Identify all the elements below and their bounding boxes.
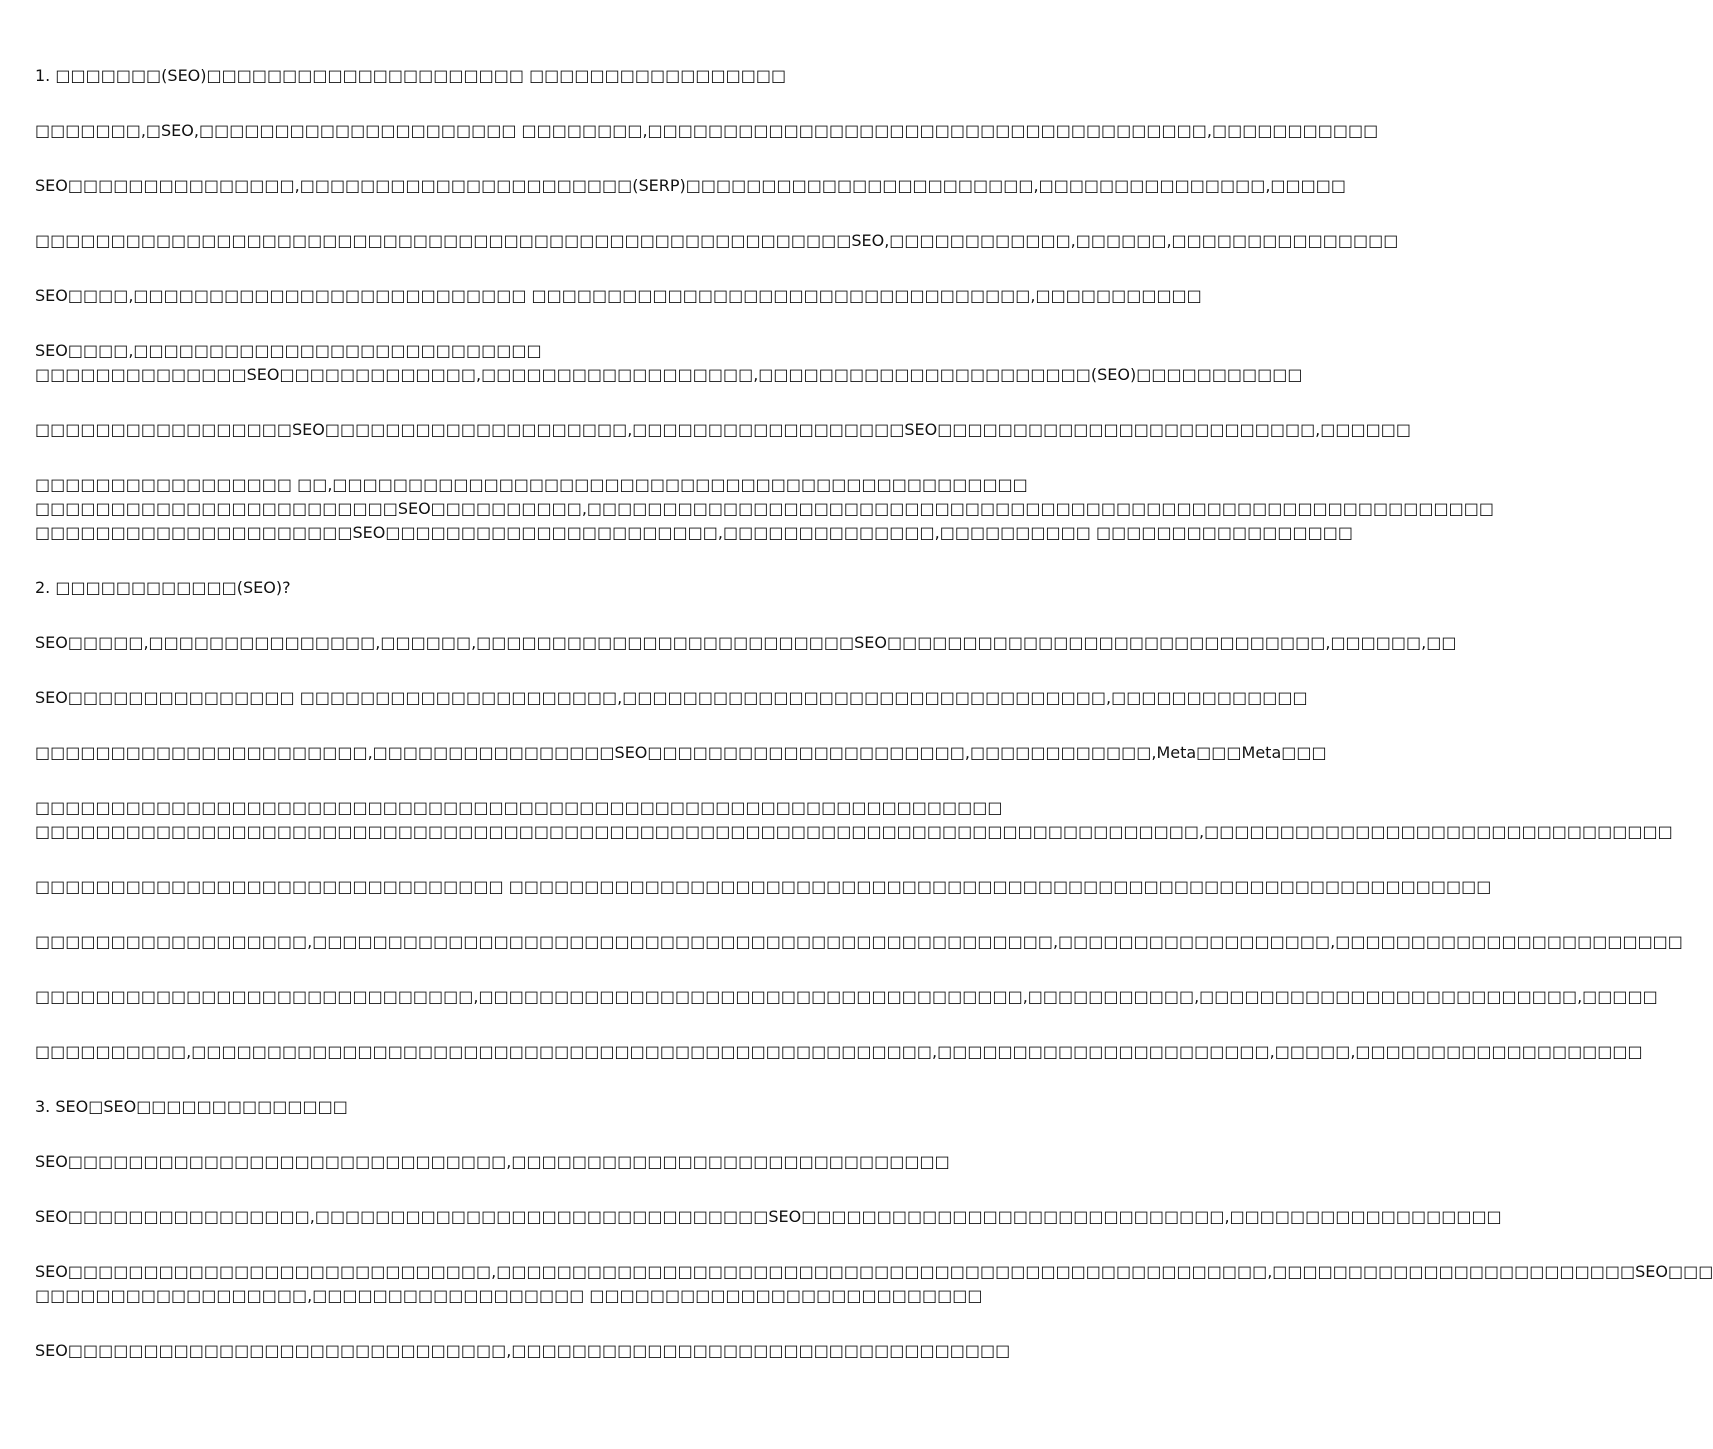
paragraph (35, 576, 989, 600)
paragraph (35, 1205, 1502, 1229)
text-line: 1. □□□□□□□(SEO)□□□□□□□□□□□□□□□□□□□□□ □□□□□□□□□□□□□□□□□ (35, 66, 787, 85)
paragraph (35, 473, 1494, 545)
text-line: SEO□□□□,□□□□□□□□□□□□□□□□□□□□□□□□□□ □□□□□□□□□□□□□□□□□□□□□□□□□□□□□□□□□,□□□□□□□□□□□ (35, 286, 1202, 305)
text-line: SEO□□□□□□□□□□□□□□□ □□□□□□□□□□□□□□□□□□□□□,□□□□□□□□□□□□□□□□□□□□□□□□□□□□□□□□,□□□□□□□□□□□□□ (35, 688, 1308, 707)
paragraph (35, 741, 1327, 765)
paragraph (35, 1040, 1643, 1064)
paragraph-spacer (35, 1229, 989, 1260)
text-line: □□□□□□□□□□□□□□□□□□□□□□□□□□□□□□□□□□□□□□□□□□□□□□□□□□□□□□□□□□□□□□□□□□□□□□□□□□□□□,□□□□□□□□□□□□□□□□□□□□□□□□□□□□□□□ (35, 822, 1673, 841)
paragraph (35, 1260, 1713, 1308)
paragraph-spacer (35, 88, 989, 119)
text-line: □□□□□□□□□□□□□□□□□□,□□□□□□□□□□□□□□□□□□ □□□□□□□□□□□□□□□□□□□□□□□□□□ (35, 1286, 983, 1305)
paragraph (35, 875, 1492, 899)
paragraph (35, 985, 1658, 1009)
paragraph-spacer (35, 308, 989, 339)
text-line: □□□□□□□□□□□□□□□□□□□□□□□□□□□□□□□□□□□□□□□□□□□□□□□□□□□□□□SEO,□□□□□□□□□□□□,□□□□□□,□□□□□□□□□□□□□□□ (35, 231, 1399, 250)
paragraph (35, 174, 1347, 198)
paragraph (35, 631, 1457, 655)
text-line: □□□□□□□□□□□□□□□□□□,□□□□□□□□□□□□□□□□□□□□□□□□□□□□□□□□□□□□□□□□□□□□□□□□□,□□□□□□□□□□□□□□□□□□,□□□□□□□□□□□□□□□□□□□□□□□ (35, 932, 1683, 951)
paragraph (35, 284, 1202, 308)
paragraph-spacer (35, 899, 989, 930)
text-line: □□□□□□□□□□□□□□□□□□□□□SEO□□□□□□□□□□□□□□□□□□□□□□,□□□□□□□□□□□□□□,□□□□□□□□□□ □□□□□□□□□□□□□□□□□ (35, 523, 1353, 542)
paragraph-spacer (35, 1064, 989, 1095)
paragraph (35, 1095, 989, 1119)
paragraph-spacer (35, 143, 989, 174)
text-line: □□□□□□□□□□□□□□□□□□□□□□□□□□□□□□□□□□□□□□□□□□□□□□□□□□□□□□□□□□□□□□□□ (35, 798, 1003, 817)
text-line: SEO□□□□,□□□□□□□□□□□□□□□□□□□□□□□□□□□ (35, 341, 542, 360)
text-line: SEO□□□□□□□□□□□□□□□□,□□□□□□□□□□□□□□□□□□□□□□□□□□□□□□SEO□□□□□□□□□□□□□□□□□□□□□□□□□□□□,□□□□□□□□□□□□□□□□□□ (35, 1207, 1502, 1226)
text-line: □□□□□□□□□□□□□□□□□□□□□□□□SEO□□□□□□□□□□,□□□□□□□□□□□□□□□□□□□□□□□□□□□□□□□□□□□□□□□□□□□□□□□□□□□□□□□□□□□□ (35, 499, 1494, 518)
paragraph-spacer (35, 1174, 989, 1205)
paragraph-spacer (35, 844, 989, 875)
text-line: □□□□□□□□□□□□□□SEO□□□□□□□□□□□□□,□□□□□□□□□□□□□□□□□□,□□□□□□□□□□□□□□□□□□□□□□(SEO)□□□□□□□□□□□ (35, 365, 1303, 384)
paragraph-spacer (35, 253, 989, 284)
paragraph-spacer (35, 387, 989, 418)
text-line: SEO□□□□□□□□□□□□□□□□□□□□□□□□□□□□□,□□□□□□□□□□□□□□□□□□□□□□□□□□□□□ (35, 1152, 950, 1171)
paragraph-spacer (35, 600, 989, 631)
text-line: □□□□□□□,□SEO,□□□□□□□□□□□□□□□□□□□□□ □□□□□□□□,□□□□□□□□□□□□□□□□□□□□□□□□□□□□□□□□□□□□□,□□□□□□□□□□□ (35, 121, 1379, 140)
text-line: □□□□□□□□□□□□□□□□□□□□□□,□□□□□□□□□□□□□□□□SEO□□□□□□□□□□□□□□□□□□□□□,□□□□□□□□□□□□,Meta□□□Meta□□□ (35, 743, 1327, 762)
text-line: SEO□□□□□□□□□□□□□□□□□□□□□□□□□□□□□,□□□□□□□□□□□□□□□□□□□□□□□□□□□□□□□□□ (35, 1341, 1011, 1360)
paragraph (35, 119, 1379, 143)
paragraph (35, 64, 989, 88)
document-page (35, 64, 1713, 1363)
text-line: SEO□□□□□□□□□□□□□□□,□□□□□□□□□□□□□□□□□□□□□□(SERP)□□□□□□□□□□□□□□□□□□□□□□□,□□□□□□□□□□□□□□□,□□□□□ (35, 176, 1347, 195)
paragraph (35, 1150, 989, 1174)
paragraph (35, 686, 1308, 710)
text-line: 3. SEO□SEO□□□□□□□□□□□□□□ (35, 1097, 348, 1116)
text-line: SEO□□□□□□□□□□□□□□□□□□□□□□□□□□□□,□□□□□□□□□□□□□□□□□□□□□□□□□□□□□□□□□□□□□□□□□□□□□□□□□□□,□□□□□□□□□□□□□□□□□□□□□□□□SEO□□□ (35, 1262, 1713, 1281)
paragraph-spacer (35, 545, 989, 576)
paragraph (35, 229, 1399, 253)
paragraph (35, 796, 1673, 844)
paragraph (35, 930, 1683, 954)
paragraph (35, 1339, 1011, 1363)
paragraph-spacer (35, 954, 989, 985)
paragraph (35, 339, 1303, 387)
paragraph-spacer (35, 765, 989, 796)
paragraph-spacer (35, 1308, 989, 1339)
paragraph-spacer (35, 1119, 989, 1150)
paragraph (35, 418, 1411, 442)
paragraph-spacer (35, 710, 989, 741)
paragraph-spacer (35, 655, 989, 686)
paragraph-spacer (35, 198, 989, 229)
text-line: □□□□□□□□□□,□□□□□□□□□□□□□□□□□□□□□□□□□□□□□□□□□□□□□□□□□□□□□□□□□,□□□□□□□□□□□□□□□□□□□□□□,□□□□□,□□□□□□□□□□□□□□□□□□□ (35, 1042, 1643, 1061)
text-line: □□□□□□□□□□□□□□□□□ □□,□□□□□□□□□□□□□□□□□□□□□□□□□□□□□□□□□□□□□□□□□□□□□□ (35, 475, 1028, 494)
text-line: 2. □□□□□□□□□□□□(SEO)? (35, 578, 291, 597)
text-line: □□□□□□□□□□□□□□□□□□□□□□□□□□□□□□□ □□□□□□□□□□□□□□□□□□□□□□□□□□□□□□□□□□□□□□□□□□□□□□□□□□□□□□□□□□□□□□□□□ (35, 877, 1492, 896)
paragraph-spacer (35, 442, 989, 473)
paragraph-spacer (35, 1009, 989, 1040)
text-line: □□□□□□□□□□□□□□□□□□□□□□□□□□□□□,□□□□□□□□□□□□□□□□□□□□□□□□□□□□□□□□□□□□,□□□□□□□□□□□,□□□□□□□□□□□□□□□□□□□□□□□□□,□□□□□ (35, 987, 1658, 1006)
text-line: SEO□□□□□,□□□□□□□□□□□□□□□,□□□□□□,□□□□□□□□□□□□□□□□□□□□□□□□□SEO□□□□□□□□□□□□□□□□□□□□□□□□□□□□□,□□□□□□,□□ (35, 633, 1457, 652)
text-line: □□□□□□□□□□□□□□□□□SEO□□□□□□□□□□□□□□□□□□□□,□□□□□□□□□□□□□□□□□□SEO□□□□□□□□□□□□□□□□□□□□□□□□□,□□□□□□ (35, 420, 1411, 439)
